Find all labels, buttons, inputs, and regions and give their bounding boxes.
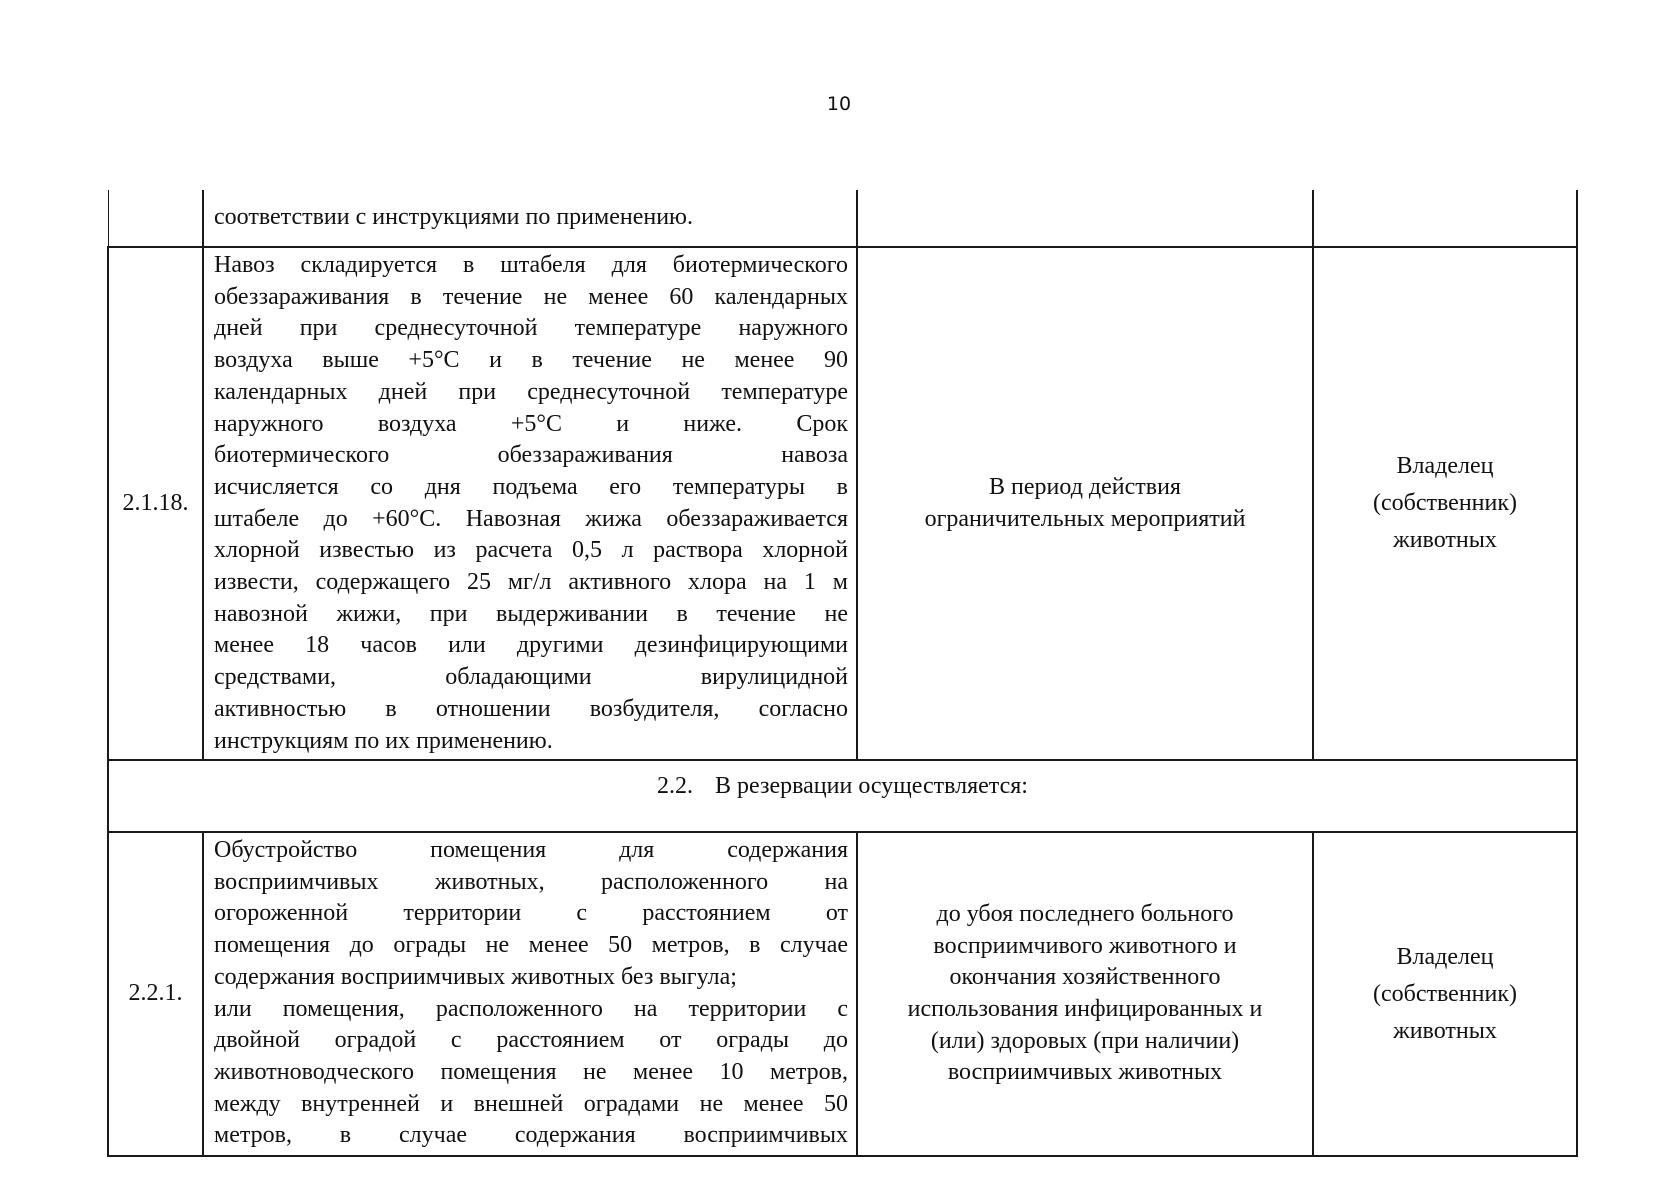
owner-line: (собственник) — [1372, 490, 1518, 516]
section-number: 2.2. — [657, 773, 694, 799]
period-line: использования инфицированных и — [907, 996, 1263, 1022]
owner-line: Владелец — [1396, 453, 1494, 479]
item-number-cell: 2.2.1. — [108, 832, 203, 1156]
table-row-2-1-18 — [108, 247, 1577, 760]
owner-line: (собственник) — [1372, 980, 1518, 1007]
measure-text-line: инструкциям по их применению. — [214, 727, 553, 754]
measure-text-line: воздуха выше +5°С и в течение не менее 90 — [214, 347, 848, 374]
period-line: (или) здоровых (при наличии) — [930, 1027, 1240, 1054]
owner-line: животных — [1393, 527, 1497, 553]
section-title: В резервации осуществляется: — [715, 773, 1028, 799]
measure-text-line: двойной оградой с расстоянием от ограды до — [214, 1027, 848, 1054]
measure-text-line: или помещения, расположенного на территории с — [214, 995, 848, 1022]
measure-text-line: наружного воздуха +5°С и ниже. Срок — [214, 410, 848, 437]
owner-cell — [1313, 832, 1577, 1156]
owner-line: Владелец — [1396, 943, 1494, 970]
measure-text-line: соответствии с инструкциями по применению. — [214, 204, 693, 231]
period-line: окончания хозяйственного — [949, 964, 1221, 991]
measure-text-line: навозной жижи, при выдерживании в течение не — [214, 600, 848, 627]
measure-text-line: животноводческого помещения не менее 10 метров, — [214, 1058, 848, 1085]
period-line: ограничительных мероприятий — [924, 505, 1246, 532]
measure-text-line: средствами, обладающими вирулицидной — [214, 664, 848, 691]
measures-table — [107, 190, 1578, 1157]
owner-cell — [1313, 247, 1577, 760]
period-cell — [857, 832, 1313, 1156]
measure-text-line: дней при среднесуточной температуре наружного — [214, 315, 848, 342]
measure-text-cell — [203, 247, 857, 760]
page-number: 10 — [826, 93, 852, 115]
measure-text-line: исчисляется со дня подъема его температуры в — [214, 473, 848, 500]
measure-text-line: обеззараживания в течение не менее 60 календарных — [214, 283, 848, 310]
measure-text-line: биотермического обеззараживания навоза — [214, 442, 848, 469]
measure-text-line: менее 18 часов или другими дезинфицирующими — [214, 632, 848, 659]
measure-text-line: восприимчивых животных, расположенного на — [214, 868, 848, 895]
table-row-2-2-1 — [108, 832, 1577, 1156]
item-number-cell — [108, 190, 203, 247]
measure-text-line: содержания восприимчивых животных без выгула; — [214, 963, 737, 990]
measure-text-line: штабеле до +60°С. Навозная жижа обеззараживается — [214, 505, 848, 532]
period-line: до убоя последнего больного — [936, 900, 1234, 927]
table-row-section-2-2 — [108, 760, 1577, 832]
measure-text-line: календарных дней при среднесуточной температуре — [214, 378, 848, 405]
owner-cell — [1313, 190, 1577, 247]
measure-text-cell — [203, 190, 857, 247]
measure-text-line: активностью в отношении возбудителя, согласно — [214, 695, 848, 722]
period-line: В период действия — [989, 473, 1181, 500]
measure-text-line: хлорной известью из расчета 0,5 л раствора хлорной — [214, 537, 848, 564]
owner-line: животных — [1393, 1017, 1497, 1044]
measure-text-cell — [203, 832, 857, 1156]
item-number-cell: 2.1.18. — [108, 247, 203, 760]
table-row-continuation — [108, 190, 1577, 247]
measure-text-line: огороженной территории с расстоянием от — [214, 900, 848, 927]
measure-text-line: Навоз складируется в штабеля для биотермического — [214, 252, 848, 278]
period-line: восприимчивых животных — [947, 1059, 1223, 1086]
measure-text-line: метров, в случае содержания восприимчивых — [214, 1122, 848, 1149]
measure-text-line: помещения до ограды не менее 50 метров, в случае — [214, 932, 848, 959]
period-line: восприимчивого животного и — [933, 932, 1237, 959]
section-heading-cell — [108, 760, 1577, 832]
period-cell — [857, 247, 1313, 760]
measure-text-line: извести, содержащего 25 мг/л активного хлора на 1 м — [214, 569, 848, 596]
measure-text-line: Обустройство помещения для содержания — [214, 837, 848, 863]
period-cell — [857, 190, 1313, 247]
measure-text-line: между внутренней и внешней оградами не менее 50 — [214, 1090, 848, 1117]
